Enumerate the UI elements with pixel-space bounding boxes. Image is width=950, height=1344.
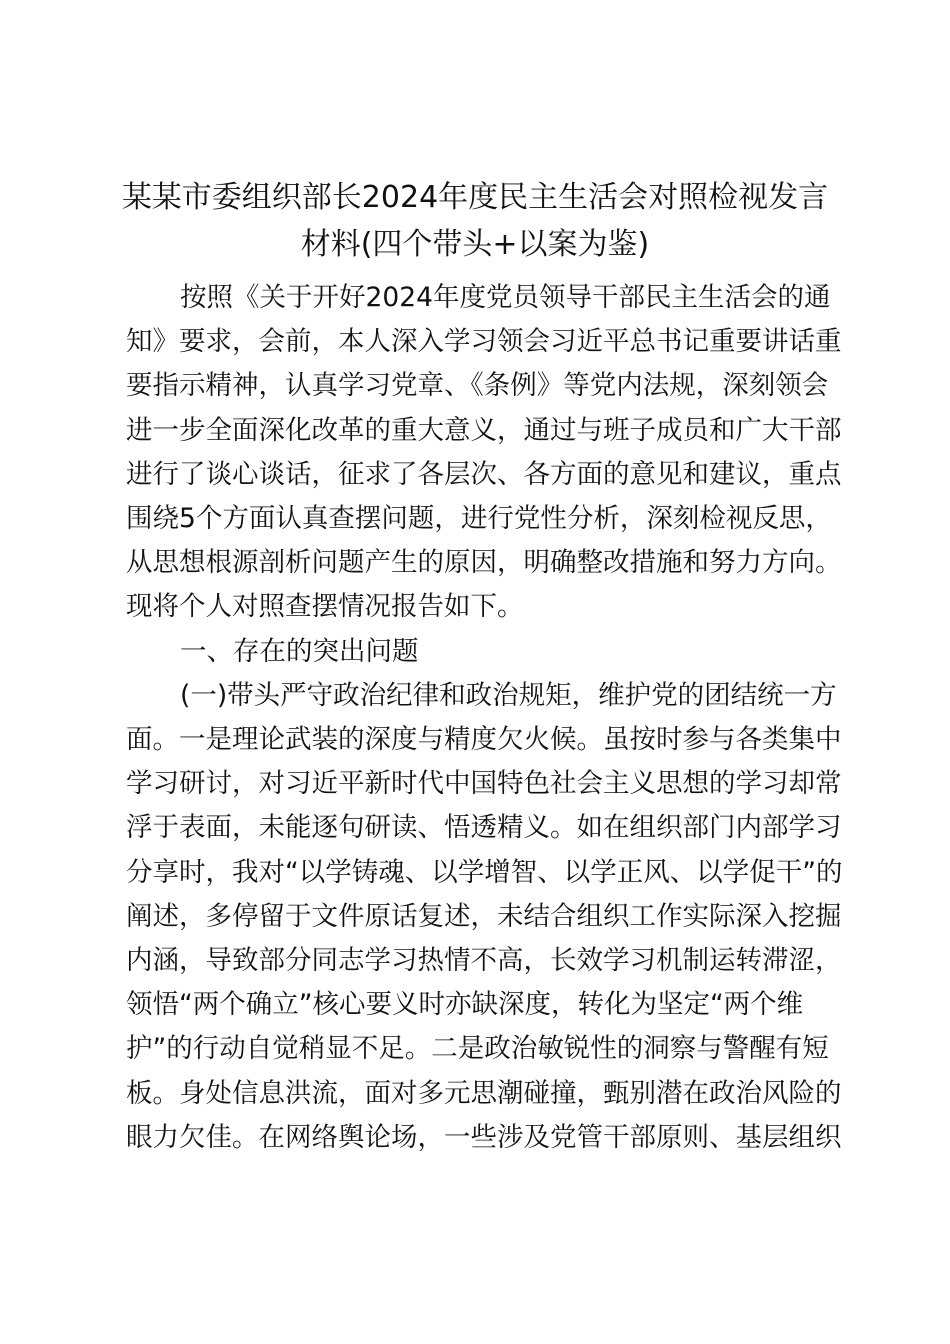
- document-title-line-1: 某某市委组织部长2024年度民主生活会对照检视发言: [121, 180, 829, 215]
- section-heading: 一、存在的突出问题: [180, 636, 419, 667]
- paragraph-line: 板。身处信息洪流，面对多元思潮碰撞，甄别潜在政治风险的: [126, 1078, 842, 1109]
- paragraph-line: 进行了谈心谈话，征求了各层次、各方面的意见和建议，重点: [126, 459, 842, 490]
- paragraph-line: 现将个人对照查摆情况报告如下。: [126, 591, 524, 622]
- document-title-line-2: 材料(四个带头+以案为鉴): [300, 227, 650, 262]
- paragraph-line: 进一步全面深化改革的重大意义，通过与班子成员和广大干部: [126, 415, 842, 446]
- paragraph-line: 学习研讨，对习近平新时代中国特色社会主义思想的学习却常: [126, 768, 842, 799]
- paragraph-line: 领悟“两个确立”核心要义时亦缺深度，转化为坚定“两个维: [126, 989, 804, 1020]
- paragraph-line: 护”的行动自觉稍显不足。二是政治敏锐性的洞察与警醒有短: [126, 1033, 829, 1064]
- paragraph-line: 要指示精神，认真学习党章、《条例》等党内法规，深刻领会: [126, 370, 829, 401]
- paragraph-line: 知》要求，会前，本人深入学习领会习近平总书记重要讲话重: [126, 326, 842, 357]
- paragraph-line: 按照《关于开好2024年度党员领导干部民主生活会的通: [180, 282, 831, 313]
- paragraph-line: 阐述，多停留于文件原话复述，未结合组织工作实际深入挖掘: [126, 901, 842, 932]
- paragraph-line: 眼力欠佳。在网络舆论场，一些涉及党管干部原则、基层组织: [126, 1122, 842, 1153]
- paragraph-line: 从思想根源剖析问题产生的原因，明确整改措施和努力方向。: [126, 547, 842, 578]
- paragraph-line: 内涵，导致部分同志学习热情不高，长效学习机制运转滞涩，: [126, 945, 842, 976]
- paragraph-line: (一)带头严守政治纪律和政治规矩，维护党的团结统一方: [180, 680, 837, 711]
- paragraph-line: 分享时，我对“以学铸魂、以学增智、以学正风、以学促干”的: [126, 857, 843, 888]
- paragraph-line: 面。一是理论武装的深度与精度欠火候。虽按时参与各类集中: [126, 724, 842, 755]
- paragraph-line: 浮于表面，未能逐句研读、悟透精义。如在组织部门内部学习: [126, 812, 842, 843]
- paragraph-line: 围绕5个方面认真查摆问题，进行党性分析，深刻检视反思，: [126, 503, 832, 534]
